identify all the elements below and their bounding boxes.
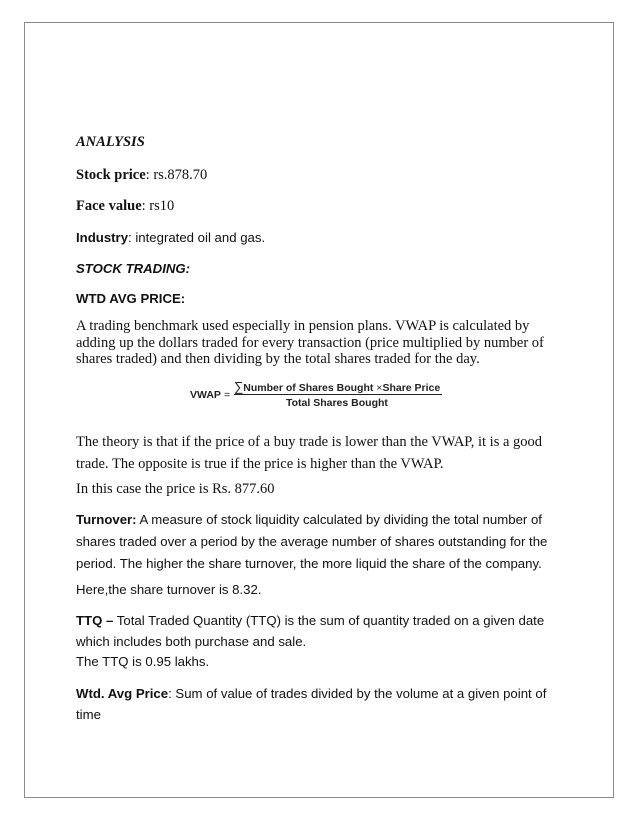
turnover-label: Turnover: (76, 512, 137, 527)
stock-price-value: : rs.878.70 (145, 167, 208, 183)
ttq-value-text: The TTQ is 0.95 lakhs. (76, 654, 210, 669)
formula-lhs: VWAP (190, 389, 221, 401)
fraction-bar (234, 394, 442, 395)
stock-price-label: Stock price (76, 167, 146, 183)
ttq-text: Total Traded Quantity (TTQ) is the sum of quantity traded on a given date which includes both purchase and sale. (76, 613, 545, 649)
stock-price-line (76, 167, 566, 184)
industry-line (76, 229, 566, 246)
theory-text: The theory is that if the price of a buy trade is lower than the VWAP, it is a good trade. The opposite is true if the price is higher than the VWAP. (76, 434, 543, 472)
share-turnover-text: Here,the share turnover is 8.32. (76, 582, 262, 597)
ttq-paragraph (76, 610, 571, 652)
vwap-formula (190, 379, 450, 413)
wtd-avg-price-text: : Sum of value of trades divided by the volume at a given point of time (76, 686, 547, 722)
turnover-text: A measure of stock liquidity calculated by dividing the total number of shares traded over a period by the average number of shares outstanding for the period. The higher the share turnover, the more liquid the share of the company. (76, 512, 548, 571)
turnover-paragraph (76, 509, 571, 575)
face-value-line (76, 198, 566, 215)
face-value-value: : rs10 (141, 198, 175, 214)
formula-denominator: Total Shares Bought (286, 397, 388, 409)
formula-equals: = (224, 389, 231, 401)
sigma-symbol: ∑ (234, 379, 244, 394)
vwap-description: A trading benchmark used especially in pension plans. VWAP is calculated by adding up the dollars traded for every transaction (price multiplied by number of shares traded) and then dividing by the total shares traded for the day. (76, 318, 544, 367)
face-value-label: Face value (76, 198, 142, 214)
ttq-label: TTQ – (76, 613, 114, 628)
formula-numerator: ∑Number of Shares Bought ×Share Price (234, 379, 441, 394)
analysis-heading: ANALYSIS (76, 134, 145, 150)
wtd-avg-price-paragraph (76, 683, 571, 725)
wtd-avg-price-label: Wtd. Avg Price (76, 686, 169, 701)
case-price-text: In this case the price is Rs. 877.60 (76, 481, 275, 497)
wtd-avg-heading: WTD AVG PRICE: (76, 291, 186, 306)
industry-label: Industry (76, 230, 129, 245)
industry-value: : integrated oil and gas. (128, 230, 266, 245)
stock-trading-heading: STOCK TRADING: (76, 261, 191, 276)
